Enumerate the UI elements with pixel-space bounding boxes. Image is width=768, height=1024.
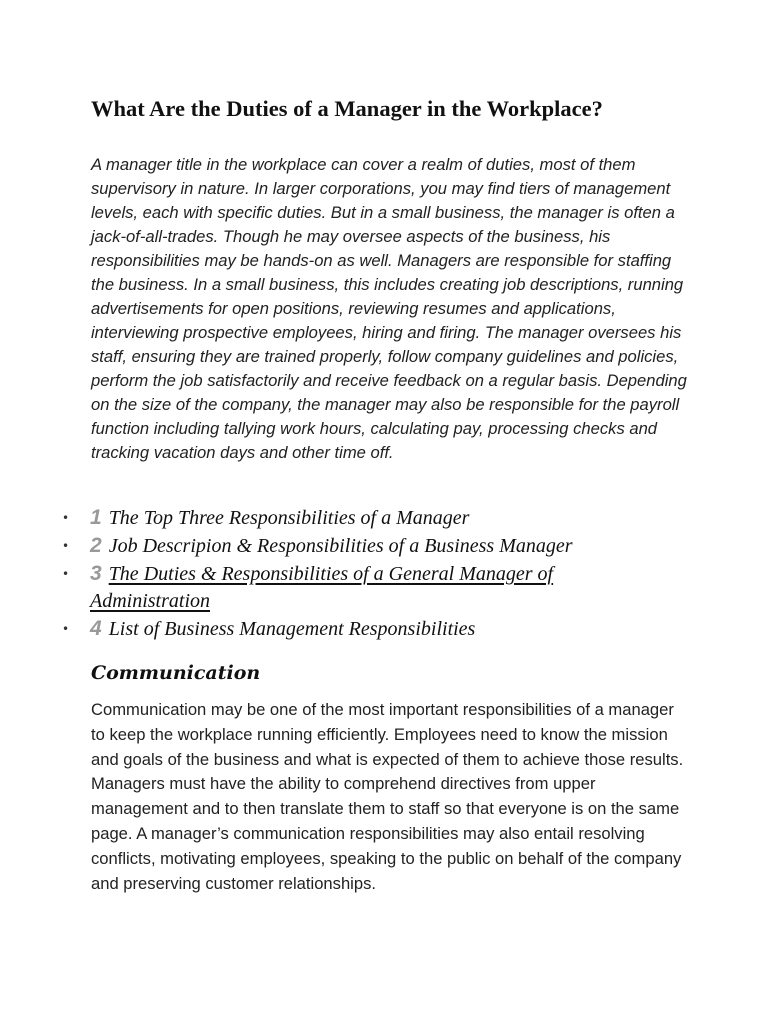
bullet-icon: •	[62, 511, 70, 525]
list-item	[0, 560, 650, 615]
list-item	[0, 504, 650, 532]
list-item-label: List of Business Management Responsibilities	[108, 618, 476, 640]
list-item-number: 3	[90, 562, 102, 585]
bullet-icon: •	[62, 622, 70, 636]
list-item-link[interactable]: The Duties & Responsibilities of a General Manager of Administration	[90, 563, 554, 612]
related-articles-list	[0, 504, 768, 643]
section-paragraph: Communication may be one of the most important responsibilities of a manager to keep the workplace running efficiently. Employees need to know the mission and goals of the business and what is expected of them to achieve those results. Managers must have the ability to comprehend directives from upper management and to then translate them to staff so that everyone is on the same page. A manager’s communication responsibilities may also entail resolving conflicts, motivating employees, speaking to the public on behalf of the company and preserving customer relationships.	[91, 700, 684, 893]
intro-paragraph: A manager title in the workplace can cover a realm of duties, most of them supervisory in nature. In larger corporations, you may find tiers of management levels, each with specific duties. But in a small business, the manager is often a jack-of-all-trades. Though he may oversee aspects of the business, his responsibilities may be hands-on as well. Managers are responsible for staffing the business. In a small business, this includes creating job descriptions, running advertisements for open positions, reviewing resumes and applications, interviewing prospective employees, hiring and firing. The manager oversees his staff, ensuring they are trained properly, follow company guidelines and policies, perform the job satisfactorily and receive feedback on a regular basis. Depending on the size of the company, the manager may also be responsible for the payroll function including tallying work hours, calculating pay, processing checks and tracking vacation days and other time off.	[91, 155, 687, 462]
list-item-label: The Top Three Responsibilities of a Manager	[108, 507, 470, 529]
bullet-icon: •	[62, 539, 70, 553]
list-item	[0, 615, 650, 643]
list-item-number: 2	[90, 534, 102, 557]
list-item-number: 4	[90, 617, 102, 640]
list-item	[0, 532, 650, 560]
list-item-label: Job Descripion & Responsibilities of a Business Manager	[108, 535, 573, 557]
page-title: What Are the Duties of a Manager in the Workplace?	[91, 96, 603, 121]
section-heading: Communication	[91, 662, 261, 684]
bullet-icon: •	[62, 567, 70, 581]
list-item-number: 1	[90, 506, 102, 529]
